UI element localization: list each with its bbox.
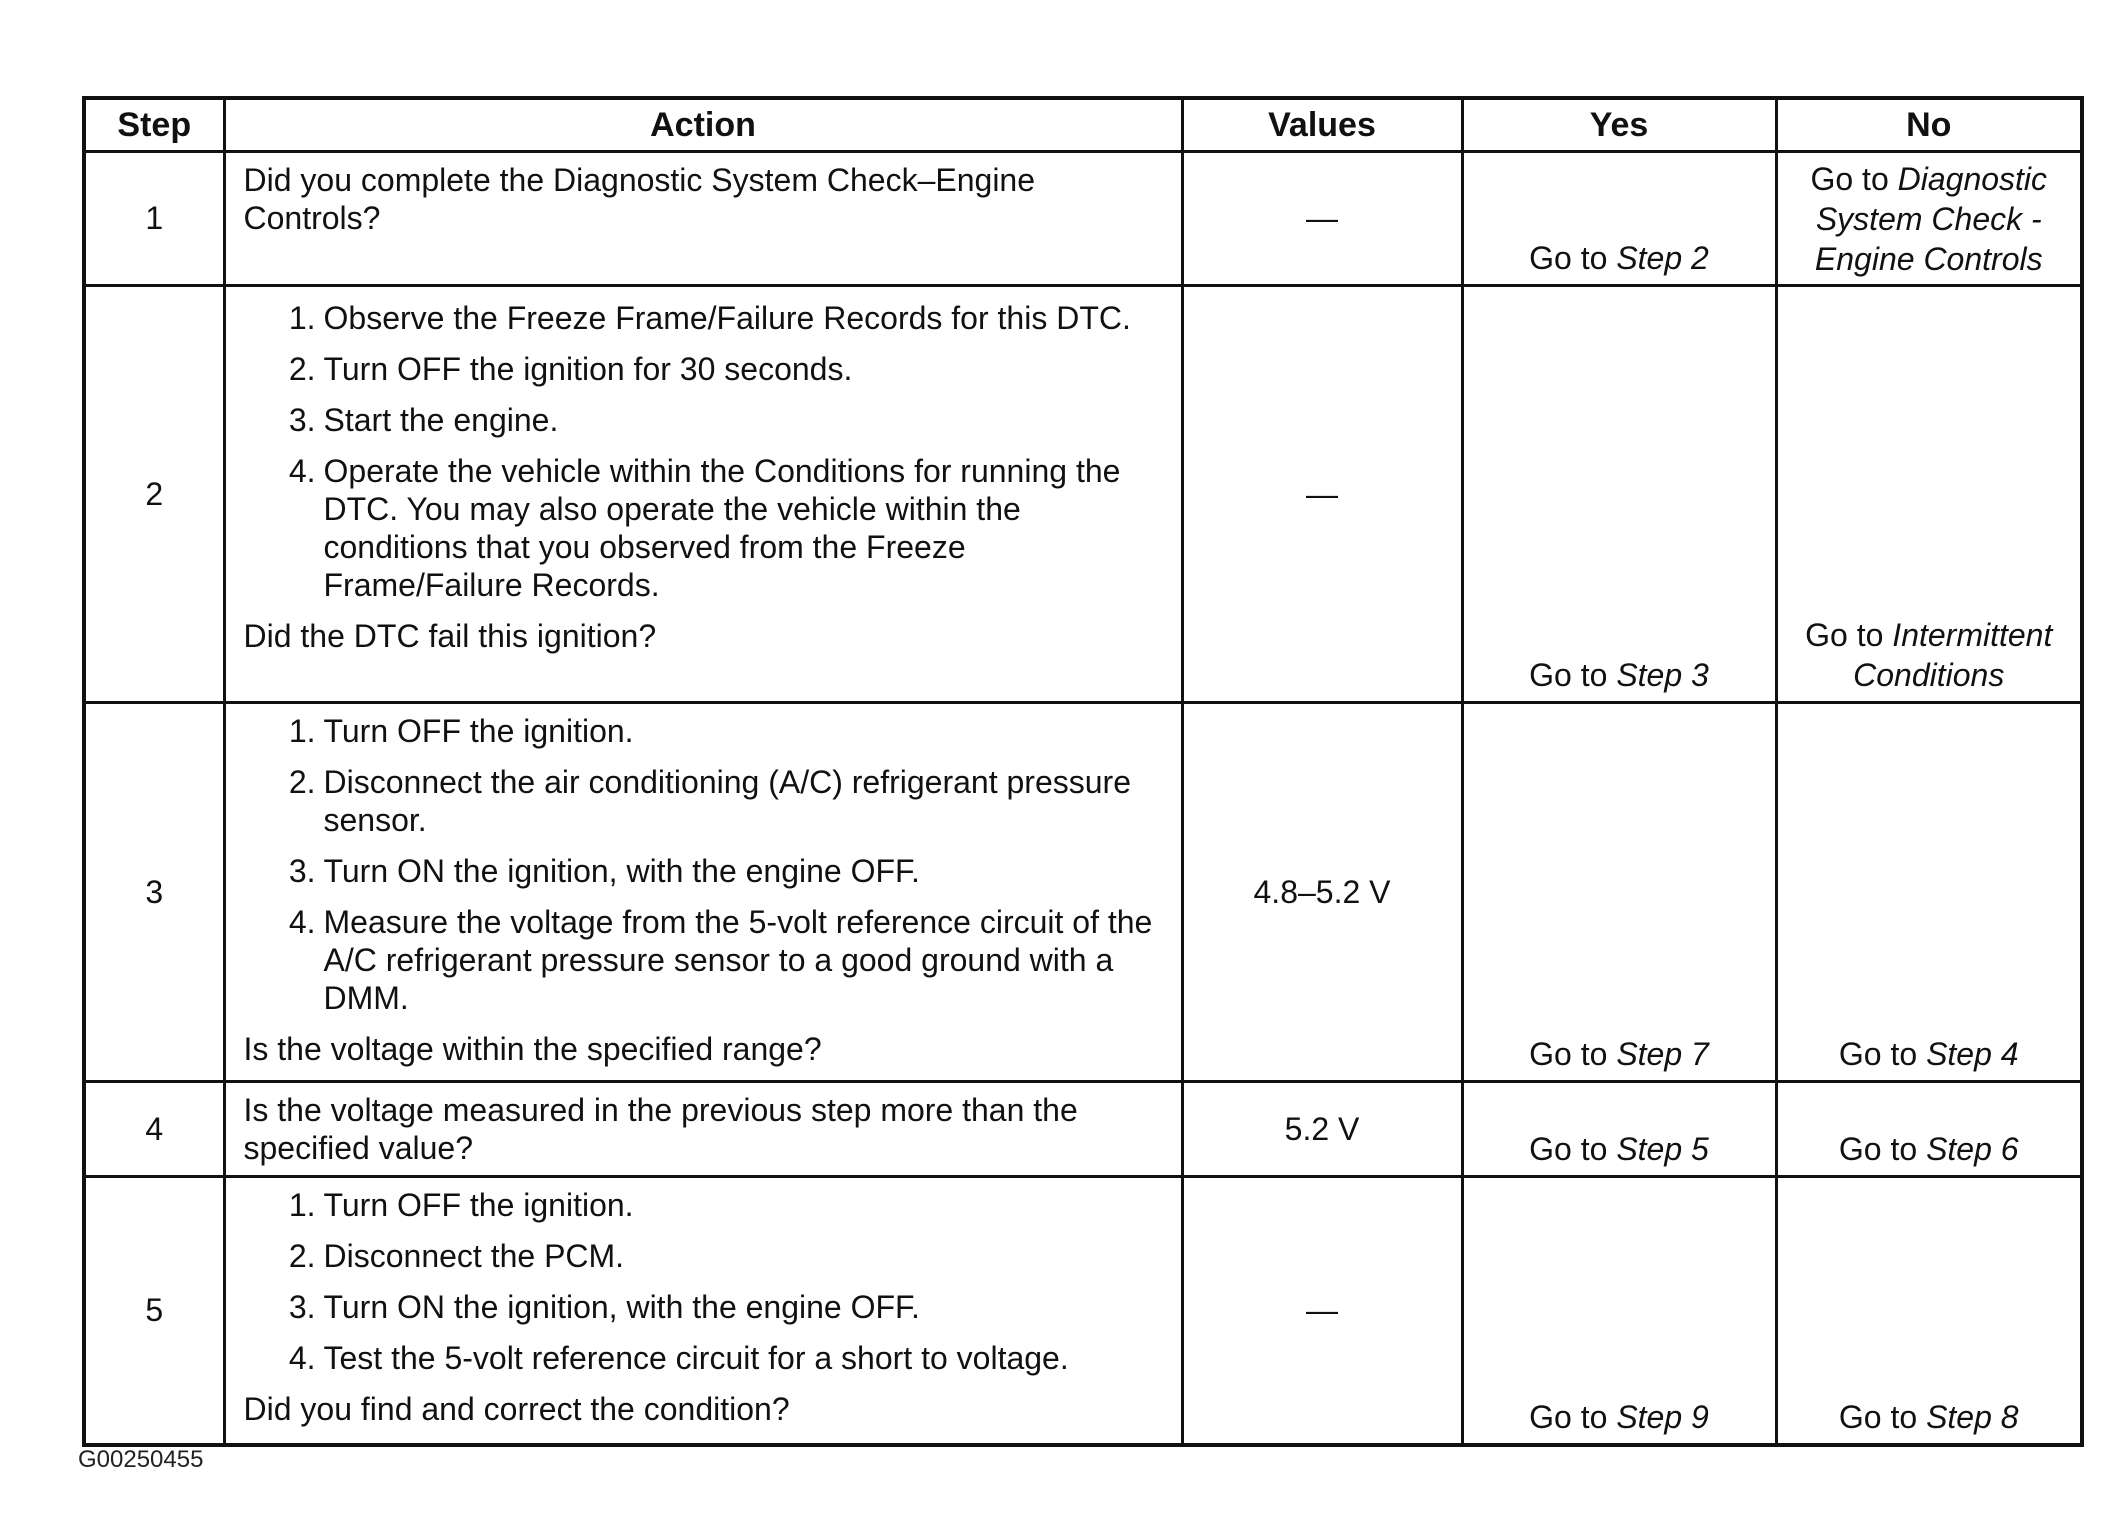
- step-question: Did the DTC fail this ignition?: [243, 618, 657, 654]
- action-item: 2. Turn OFF the ignition for 30 seconds.: [324, 350, 1165, 388]
- no-cell: [1776, 703, 2082, 1082]
- step-number: 2: [84, 286, 224, 703]
- no-cell: [1776, 1177, 2082, 1445]
- action-item: 3. Start the engine.: [324, 401, 1165, 439]
- step-number: 3: [84, 703, 224, 1082]
- no-cell: [1776, 1082, 2082, 1177]
- yes-prefix: Go to: [1529, 1036, 1617, 1072]
- yes-target-link[interactable]: Step 7: [1616, 1036, 1709, 1072]
- step-value: —: [1182, 286, 1462, 703]
- action-cell: [224, 1177, 1182, 1445]
- yes-cell: [1462, 152, 1776, 286]
- yes-prefix: Go to: [1529, 240, 1617, 276]
- action-item: 1. Turn OFF the ignition.: [324, 1186, 1165, 1224]
- table-row: [84, 1082, 2082, 1177]
- action-cell: [224, 703, 1182, 1082]
- no-target-link[interactable]: Step 8: [1926, 1398, 2019, 1435]
- step-question: Is the voltage measured in the previous step more than the specified value?: [243, 1092, 1078, 1166]
- no-prefix: Go to: [1838, 1398, 1927, 1435]
- step-question: Did you find and correct the condition?: [243, 1391, 790, 1427]
- action-item: 1. Observe the Freeze Frame/Failure Records for this DTC.: [324, 299, 1165, 337]
- action-item: 1. Turn OFF the ignition.: [324, 712, 1165, 750]
- action-cell: [224, 286, 1182, 703]
- yes-target-link[interactable]: Step 9: [1616, 1398, 1709, 1435]
- step-number: 4: [84, 1082, 224, 1177]
- action-item: 4. Measure the voltage from the 5-volt reference circuit of the A/C refrigerant pressure sensor to a good ground with a DMM.: [324, 903, 1165, 1017]
- no-target-link[interactable]: Intermittent Conditions: [1853, 617, 2053, 693]
- no-target-link[interactable]: Step 4: [1926, 1036, 2019, 1072]
- yes-cell: [1462, 1177, 1776, 1445]
- table-row: [84, 286, 2082, 703]
- action-cell: [224, 152, 1182, 286]
- yes-target-link[interactable]: Step 5: [1616, 1131, 1709, 1167]
- no-target-link[interactable]: Diagnostic System Check - Engine Controls: [1814, 161, 2048, 277]
- table-row: [84, 152, 2082, 286]
- yes-cell: [1462, 286, 1776, 703]
- step-value: 5.2 V: [1182, 1082, 1462, 1177]
- yes-prefix: Go to: [1529, 657, 1617, 693]
- no-prefix: Go to: [1810, 161, 1898, 197]
- header-step: Step: [84, 98, 224, 152]
- header-yes: Yes: [1462, 98, 1776, 152]
- yes-target-link[interactable]: Step 2: [1616, 240, 1709, 276]
- yes-cell: [1462, 1082, 1776, 1177]
- step-value: —: [1182, 152, 1462, 286]
- no-prefix: Go to: [1838, 1036, 1927, 1072]
- yes-prefix: Go to: [1529, 1398, 1617, 1435]
- action-item: 4. Test the 5-volt reference circuit for a short to voltage.: [324, 1339, 1165, 1377]
- figure-code: G00250455: [78, 1446, 204, 1473]
- table-row: [84, 703, 2082, 1082]
- diagnostic-table: [82, 96, 2084, 1447]
- no-prefix: Go to: [1805, 617, 1893, 653]
- step-question: Is the voltage within the specified range?: [243, 1031, 822, 1067]
- header-no: No: [1776, 98, 2082, 152]
- action-item: 3. Turn ON the ignition, with the engine OFF.: [324, 852, 1165, 890]
- no-prefix: Go to: [1838, 1131, 1927, 1167]
- step-number: 1: [84, 152, 224, 286]
- step-number: 5: [84, 1177, 224, 1445]
- yes-target-link[interactable]: Step 3: [1616, 657, 1709, 693]
- header-row: [84, 98, 2082, 152]
- action-list: [244, 1186, 1165, 1377]
- action-item: 2. Disconnect the PCM.: [324, 1237, 1165, 1275]
- action-list: [244, 299, 1165, 604]
- header-values: Values: [1182, 98, 1462, 152]
- action-item: 2. Disconnect the air conditioning (A/C) refrigerant pressure sensor.: [324, 763, 1165, 839]
- no-cell: [1776, 152, 2082, 286]
- action-cell: [224, 1082, 1182, 1177]
- table-row: [84, 1177, 2082, 1445]
- step-value: 4.8–5.2 V: [1182, 703, 1462, 1082]
- action-item: 4. Operate the vehicle within the Conditions for running the DTC. You may also operate the vehicle within the conditions that you observed from the Freeze Frame/Failure Records.: [324, 452, 1165, 604]
- header-action: Action: [224, 98, 1182, 152]
- no-target-link[interactable]: Step 6: [1926, 1131, 2019, 1167]
- step-question: Did you complete the Diagnostic System Check–Engine Controls?: [243, 162, 1036, 236]
- action-item: 3. Turn ON the ignition, with the engine OFF.: [324, 1288, 1165, 1326]
- action-list: [244, 712, 1165, 1017]
- no-cell: [1776, 286, 2082, 703]
- step-value: —: [1182, 1177, 1462, 1445]
- yes-cell: [1462, 703, 1776, 1082]
- yes-prefix: Go to: [1529, 1131, 1617, 1167]
